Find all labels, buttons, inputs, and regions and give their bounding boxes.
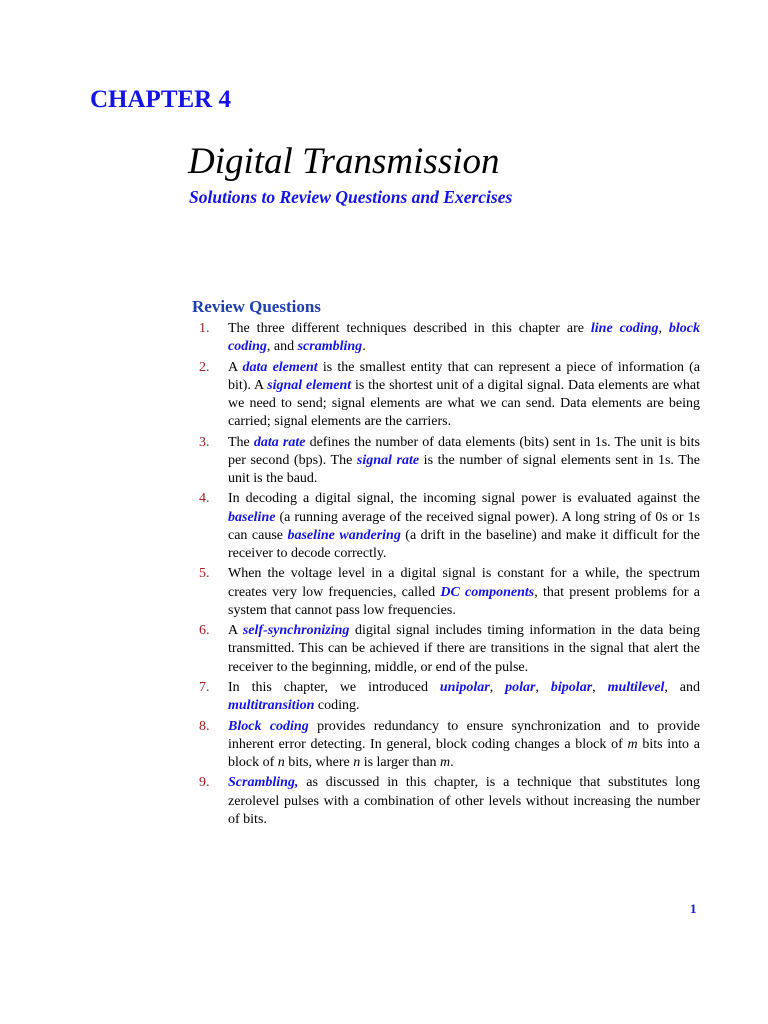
key-term: block coding [228, 321, 700, 355]
key-term: Scrambling, [228, 775, 299, 791]
text-run: The three different techniques described in this chapter are [228, 321, 591, 336]
page-title: Digital Transmission [188, 141, 500, 182]
math-variable: m [627, 736, 638, 752]
text-run: A [228, 359, 243, 375]
key-term: data rate [253, 434, 306, 450]
text-run: defines the number of data elements (bits) sent in 1s. The unit is bits per second (bps). The [228, 434, 700, 468]
question-number: 5. [199, 566, 210, 582]
question-text [228, 774, 700, 829]
key-term: line coding [590, 321, 659, 336]
key-term: Block coding [228, 718, 309, 734]
text-run: . [450, 754, 454, 770]
section-heading-review-questions: Review Questions [192, 297, 321, 316]
text-run: is the number of signal elements sent in 1s. The unit is the baud. [228, 452, 700, 486]
text-run: coding. [314, 698, 360, 714]
question-item [193, 434, 700, 489]
text-run: , [592, 679, 608, 695]
question-number: 9. [199, 775, 210, 791]
question-text [228, 718, 700, 773]
text-run: , [489, 679, 506, 695]
question-item [193, 490, 700, 563]
text-run: , [535, 679, 551, 695]
review-questions-list [193, 320, 700, 831]
text-run: , and [664, 679, 701, 695]
text-run: digital signal includes timing information in the data being transmitted. This can be achieved if there are transitions in the signal that alert the receiver to the beginning, middle, or end of the pulse. [228, 623, 700, 675]
text-run: bits, where [284, 754, 354, 770]
question-number: 8. [199, 718, 210, 734]
question-number: 6. [199, 623, 210, 639]
key-term: multitransition [228, 698, 315, 714]
text-run: is larger than [360, 754, 441, 770]
text-run: When the voltage level in a digital signal is constant for a while, the spectrum creates very low frequencies, called [228, 566, 700, 600]
text-run: (a drift in the baseline) and make it difficult for the receiver to decode correctly. [228, 527, 700, 561]
question-item [193, 774, 700, 829]
question-number: 3. [199, 434, 210, 450]
question-text [228, 434, 700, 489]
text-run: is the shortest unit of a digital signal. Data elements are what we need to send; signal elements are what we can send. Data elements are being carried; signal elements are the carriers. [228, 377, 700, 430]
key-term: signal element [267, 377, 352, 393]
text-run: The [228, 434, 254, 450]
key-term: self-synchronizing [242, 623, 350, 639]
chapter-heading: CHAPTER 4 [90, 86, 231, 113]
key-term: DC components [440, 584, 535, 600]
question-text [228, 679, 700, 715]
key-term: data element [242, 359, 318, 375]
text-run: , that present problems for a system that cannot pass low frequencies. [228, 584, 700, 618]
question-item [193, 359, 700, 432]
page-number: 1 [690, 901, 697, 916]
question-number: 1. [199, 321, 210, 336]
math-variable: n [353, 754, 361, 770]
text-run: bits into a block of [228, 736, 700, 770]
question-item [193, 679, 700, 715]
key-term: unipolar [439, 679, 490, 695]
text-run: . [362, 339, 366, 355]
question-item [193, 718, 700, 773]
text-run: In this chapter, we introduced [228, 679, 440, 695]
text-run: A [228, 623, 243, 639]
key-term: baseline [228, 509, 276, 525]
page-subtitle: Solutions to Review Questions and Exercises [189, 187, 513, 207]
key-term: scrambling [297, 339, 363, 355]
question-number: 2. [199, 359, 210, 375]
question-item [193, 320, 700, 356]
question-text [228, 359, 700, 432]
question-item [193, 565, 700, 620]
text-run: (a running average of the received signal power). A long string of 0s or 1s can cause [228, 509, 700, 543]
key-term: bipolar [550, 679, 593, 695]
math-variable: m [440, 754, 451, 770]
text-run: In decoding a digital signal, the incoming signal power is evaluated against the [228, 491, 700, 507]
question-text [228, 565, 700, 620]
text-run: provides redundancy to ensure synchronization and to provide inherent error detecting. In general, block coding changes a block of [228, 718, 700, 752]
text-run: is the smallest entity that can represent a piece of information (a bit). A [228, 359, 700, 393]
math-variable: n [277, 754, 285, 770]
text-run: as discussed in this chapter, is a technique that substitutes long zerolevel pulses with a combination of other levels without increasing the number of bits. [228, 775, 700, 827]
question-number: 4. [199, 491, 210, 507]
key-term: baseline wandering [287, 527, 401, 543]
question-item [193, 622, 700, 677]
text-run: , and [266, 339, 298, 355]
question-text [228, 490, 700, 563]
key-term: signal rate [356, 452, 420, 468]
question-text [228, 622, 700, 677]
key-term: polar [505, 679, 536, 695]
question-text [228, 320, 700, 356]
key-term: multilevel [607, 679, 665, 695]
question-number: 7. [199, 679, 210, 695]
text-run: , [658, 321, 669, 336]
